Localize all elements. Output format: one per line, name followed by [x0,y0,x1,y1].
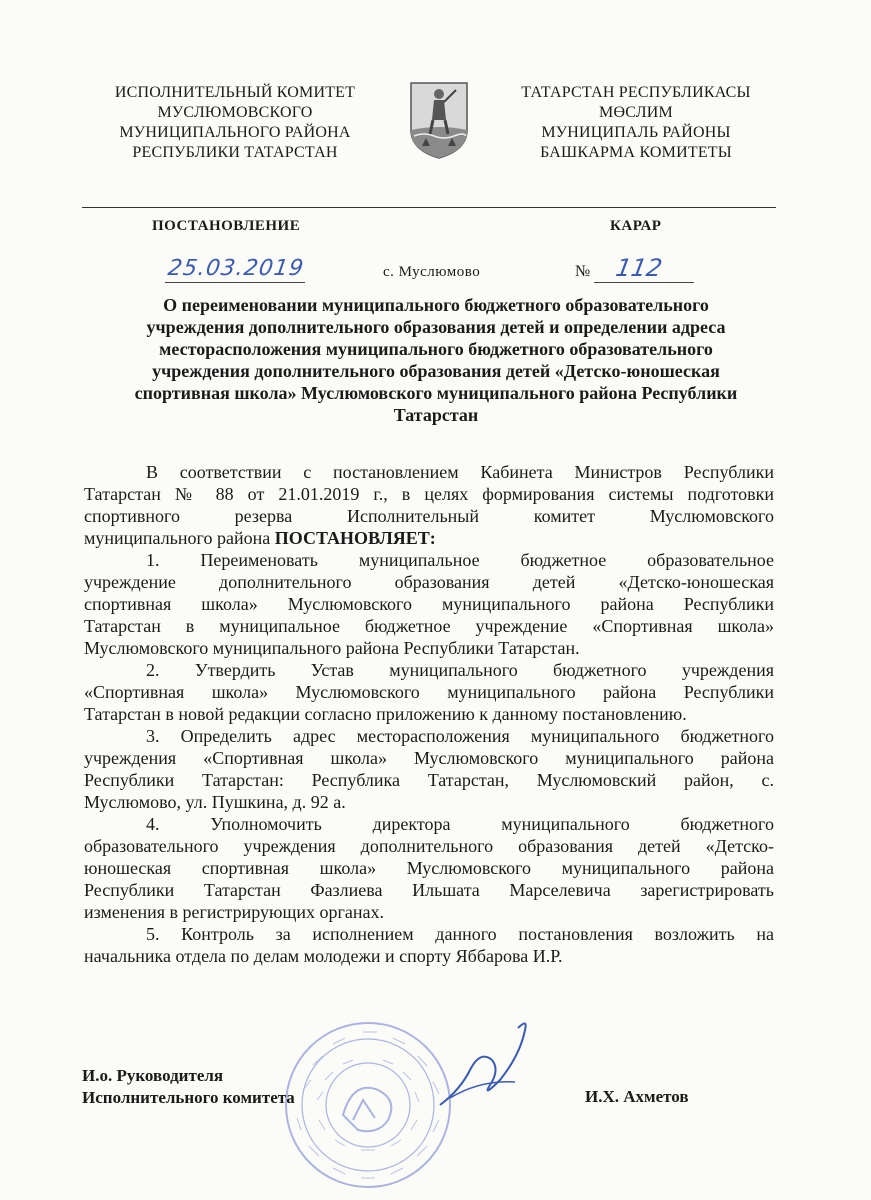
signatory-name: И.Х. Ахметов [585,1087,689,1106]
header-divider [82,207,776,208]
body-line: спортивного резерва Исполнительный комитет Муслюмовского [84,506,774,526]
body-line: Республики Татарстан Фазлиева Ильшата Марселевича зарегистрировать [84,880,774,900]
body-line: учреждение дополнительного образования детей «Детско-юношеская [84,572,774,592]
body-line: юношеская спортивная школа» Муслюмовского муниципального района [84,858,774,878]
title-line: О переименовании муниципального бюджетного образовательного [163,295,709,315]
number-label: № [575,263,591,280]
signatory-position-line: И.о. Руководителя [82,1066,224,1085]
body-line: Муслюмовского муниципального района Республики Татарстан. [84,638,580,658]
body-line: 5. Контроль за исполнением данного постановления возложить на [146,924,774,944]
body-line: Татарстан № 88 от 21.01.2019 г., в целях формирования системы подготовки [84,484,774,504]
header-left-authority [95,83,375,163]
coat-of-arms-icon [408,80,470,160]
signatory-position-line: Исполнительного комитета [82,1088,295,1107]
doc-type-tatar: КАРАР [610,218,662,234]
title-line: учреждения дополнительного образования детей «Детско-юношеская [152,361,720,381]
body-line: изменения в регистрирующих органах. [84,902,384,922]
handwritten-signature [430,1010,550,1120]
body-line: Татарстан в новой редакции согласно приложению к данному постановлению. [84,704,687,724]
body-line: Татарстан в муниципальное бюджетное учреждение «Спортивная школа» [84,616,774,636]
document-place: с. Муслюмово [383,264,481,280]
header-left-line: РЕСПУБЛИКИ ТАТАРСТАН [132,144,338,161]
decree-keyword: ПОСТАНОВЛЯЕТ: [274,528,436,548]
intro-prefix: муниципального района [84,528,275,548]
title-line: учреждения дополнительного образования детей и определении адреса [146,317,726,337]
body-line: В соответствии с постановлением Кабинета Министров Республики [146,462,774,482]
body-line: Муслюмово, ул. Пушкина, д. 92 а. [84,792,346,812]
item-1-paragraph [84,549,774,659]
document-body [84,461,774,967]
body-line: начальника отдела по делам молодежи и спорту Яббарова И.Р. [84,946,563,966]
body-line: учреждения «Спортивная школа» Муслюмовского муниципального района [84,748,774,768]
body-line [84,527,774,549]
document-date: 25.03.2019 [166,256,306,281]
item-3-paragraph [84,725,774,813]
item-2-paragraph [84,659,774,725]
title-line: месторасположения муниципального бюджетного образовательного [159,339,713,359]
item-5-paragraph [84,923,774,967]
header-right-authority [500,83,772,163]
document-number: 112 [613,254,665,282]
body-line: 2. Утвердить Устав муниципального бюджетного учреждения [146,660,774,680]
doc-type-russian: ПОСТАНОВЛЕНИЕ [152,218,301,234]
item-4-paragraph [84,813,774,923]
body-line: «Спортивная школа» Муслюмовского муниципального района Республики [84,682,774,702]
document-title [108,294,764,426]
body-line: 4. Уполномочить директора муниципального бюджетного [146,814,774,834]
title-line: спортивная школа» Муслюмовского муниципального района Республики [134,383,738,403]
header-left-line: ИСПОЛНИТЕЛЬНЫЙ КОМИТЕТ [114,84,356,101]
header-right-line: МӨСЛИМ [599,104,673,121]
body-line: 3. Определить адрес месторасположения муниципального бюджетного [146,726,774,746]
body-line: спортивная школа» Муслюмовского муниципального района Республики [84,594,774,614]
signatory-position [82,1065,295,1109]
body-line: 1. Переименовать муниципальное бюджетное образовательное [146,550,774,570]
header-right-line: ТАТАРСТАН РЕСПУБЛИКАСЫ [521,84,751,101]
body-line: Республики Татарстан: Республика Татарстан, Муслюмовский район, с. [84,770,774,790]
official-seal-icon [283,1020,453,1190]
header-right-line: БАШКАРМА КОМИТЕТЫ [540,144,732,161]
body-line: образовательного учреждения дополнительного образования детей «Детско- [84,836,774,856]
header-right-line: МУНИЦИПАЛЬ РАЙОНЫ [541,124,731,141]
title-line: Татарстан [393,405,479,425]
header-left-line: МУНИЦИПАЛЬНОГО РАЙОНА [119,124,351,141]
header-left-line: МУСЛЮМОВСКОГО [157,104,313,121]
intro-paragraph [84,461,774,549]
